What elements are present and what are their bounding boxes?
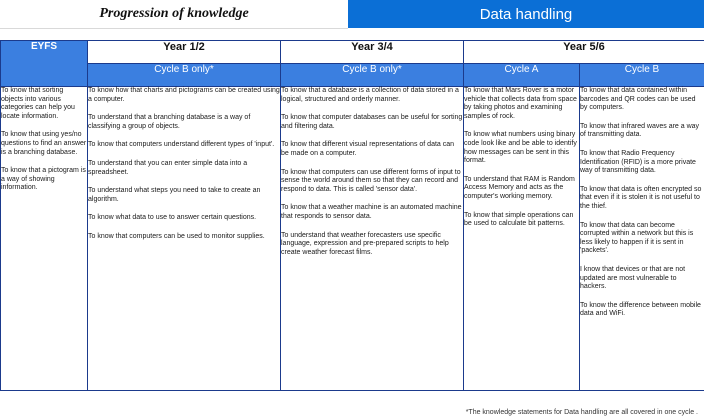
knowledge-statement: To know that data is often encrypted so that even if it is stolen it is not useful to the thief. [580, 185, 702, 210]
cycle-header: Cycle B only* [88, 64, 281, 87]
progression-banner [0, 0, 348, 29]
knowledge-statement: To know that Mars Rover is a motor vehicle that collects data from space by taking photos and examining samples of rock. [464, 87, 577, 120]
knowledge-statement: To know that a weather machine is an automated machine that responds to sensor data. [281, 204, 462, 220]
knowledge-statement: To know what numbers using binary code look like and be able to identify how messages can be sent in this format. [464, 131, 577, 165]
knowledge-statement: To know that different visual representations of data can be made on a computer. [281, 141, 455, 157]
year-header: Year 3/4 [281, 41, 464, 64]
year-5-6-cycle-b-column [580, 87, 704, 391]
knowledge-statement: To know what data to use to answer certain questions. [88, 214, 257, 222]
year-5-6-cycle-a-column [464, 87, 580, 391]
knowledge-statement: To know that a database is a collection of data stored in a logical, structured and orderly manner. [281, 87, 459, 103]
knowledge-statement: To know the difference between mobile data and WiFi. [580, 301, 701, 318]
knowledge-statement: To know that Radio Frequency Identification (RFID) is a more private way of transmitting data. [580, 149, 696, 175]
knowledge-statement: To understand what steps you need to take to create an algorithm. [88, 187, 261, 203]
knowledge-statement: To know that computer databases can be useful for sorting and filtering data. [281, 114, 463, 130]
knowledge-statement: To know that computers can use different forms of input to sense the world around them so that they can record and respond to data. This is called 'sensor data'. [281, 168, 461, 193]
cycle-header: Cycle B only* [281, 64, 464, 87]
knowledge-statement: To understand that a branching database is a way of classifying a group of objects. [88, 114, 251, 130]
progression-title: Progression of knowledge [99, 6, 249, 21]
knowledge-statement: To know that data contained within barcodes and QR codes can be used by computers. [580, 87, 696, 112]
knowledge-table [0, 40, 704, 391]
knowledge-statement: To know that computers can be used to monitor supplies. [88, 232, 265, 240]
knowledge-statement: To know that simple operations can be used to calculate bit patterns. [464, 211, 574, 228]
cycle-header: Cycle A [464, 64, 580, 87]
knowledge-statement: To know that infrared waves are a way of transmitting data. [580, 122, 700, 139]
subject-banner [348, 0, 704, 28]
knowledge-statement: To understand that weather forecasters use specific language, expression and pre-prepared scripts to help create weather forecast films. [281, 231, 449, 256]
knowledge-statement: To know that sorting objects into various categories can help you locate information. [1, 87, 75, 120]
knowledge-statement: To understand that RAM is Random Access Memory and acts as the computer's working memory. [464, 175, 575, 200]
subject-title: Data handling [479, 5, 573, 23]
knowledge-statement: To know how that charts and pictograms can be created using a computer. [88, 87, 280, 103]
knowledge-statement: To understand that you can enter simple data into a spreadsheet. [88, 159, 248, 176]
year-3-4-column [281, 87, 464, 391]
cycle-header: Cycle B [580, 64, 704, 87]
year-header: Year 5/6 [464, 41, 704, 64]
year-1-2-column [88, 87, 281, 391]
knowledge-statement: To know that computers understand different types of 'input'. [88, 141, 275, 149]
knowledge-statement: To know that a pictogram is a way of showing information. [1, 167, 86, 192]
footnote: *The knowledge statements for Data handling are all covered in one cycle . [465, 409, 698, 416]
knowledge-statement: To know that data can become corrupted within a network but this is less likely to happen if it is sent in 'packets'. [580, 221, 694, 255]
eyfs-header: EYFS [1, 41, 88, 87]
year-header: Year 1/2 [88, 41, 281, 64]
eyfs-column [1, 87, 88, 391]
knowledge-statement: To know that using yes/no questions to find an answer is a branching database. [1, 131, 87, 156]
knowledge-statement: I know that devices or that are not updated are most vulnerable to hackers. [580, 265, 686, 291]
